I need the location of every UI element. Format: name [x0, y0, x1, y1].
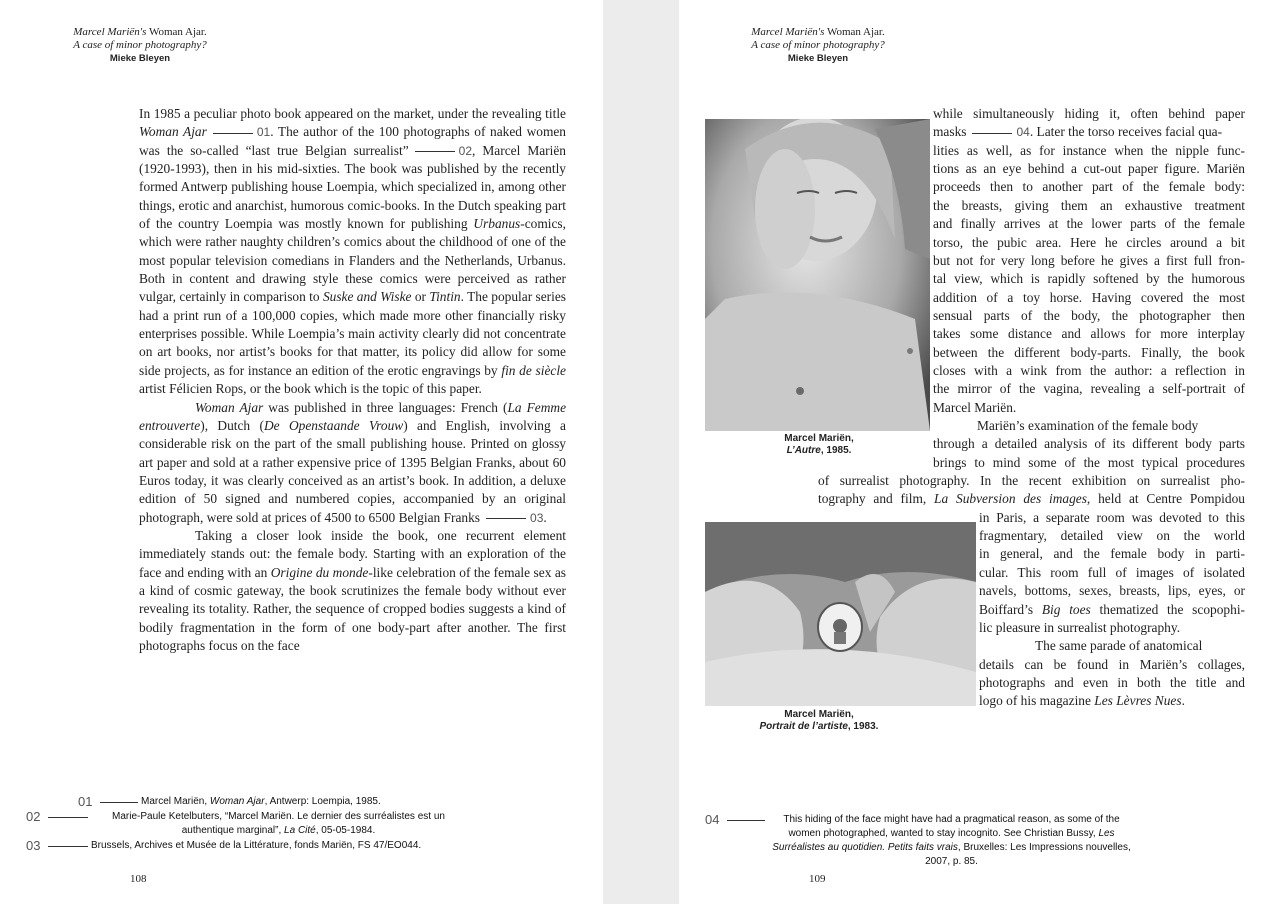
- head-author: Mieke Bleyen: [109, 53, 171, 64]
- head-title: Woman Ajar.: [146, 26, 207, 38]
- right-page: Marcel Mariën's Woman Ajar. A case of minor photography? Mieke Bleyen Marcel Mariën, L’Autre, 1985. Marcel Mariën, Portrait de l’artiste, 1983. while simultaneously hiding it, often behind paper masks 04. Later the torso receives facial qua- lities as well, as for instance when the nipple func- tions as an eye behind a cut-out paper figure. Mariën proceeds then to another part of the female body: the breasts, giving them an exhaustive treatment and finally arrives at the lower parts of the female torso, the pubic area. Here he circles around a bit but not for very long before he gives a first full fron- tal view, which is rapidly softened by the humorous addition of a toy horse. Having covered the most sensual parts of the body, the photographer then takes some distance and allows for more interplay between the different body-parts. Finally, the book closes with a wink from the author: a reflection in the mirror of the vagina, revealing a self-portrait of Marcel Mariën. Mariën’s examination of the female body through a detailed analysis of its different body parts brings to mind some of the most typical procedures of surrealist photography. In the recent exhibition on surrealist pho- tography and film, La Subversion des images, held at Centre Pompidou in Paris, a separate room was devoted to this fragmentary, detailed view on the world in general, and the female body in parti- cular. This room full of images of isolated navels, bottoms, sexes, breasts, lips, eyes, or Boiffard’s Big toes thematized the scopophi- lic pleasure in surrealist photography. The same parade of anatomical details can be found in Mariën’s collages, photographs and even in both the title and logo of his magazine Les Lèvres Nues. 04 This hiding of the face might have had a pragmatical reason, as some of the women photographed, wanted to stay incognito. See Christian Bussy, Les Surréalistes au quotidien. Petits faits vrais, Bruxelles: Les Impressions nouvelles, 2007, p. 85. 109: [679, 0, 1282, 904]
- head-subtitle: A case of minor photography?: [751, 39, 885, 51]
- portrait-photo-illustration: [705, 119, 930, 431]
- caption-lautre: Marcel Mariën, L’Autre, 1985.: [784, 433, 854, 456]
- photo-portrait-de-lartiste: [705, 522, 976, 706]
- paragraph-2: Woman Ajar was published in three languages: French (La Femme entrouverte), Dutch (De Openstaande Vrouw) and English, involving a considerable risk on the part of the small publishing house. Printed on glossy art paper and sold at a rather expensive price of 1395 Belgian Franks, about 60 Euros today, it was clearly conceived as an artist’s book. In addition, a deluxe edition of 50 signed and numbered copies, accompanied by an original photograph, were sold at prices of 4500 to 6500 Belgian Franks 03.: [139, 399, 567, 525]
- head-title-italic: Marcel Mariën's: [73, 26, 147, 38]
- caption-portrait-de-lartiste: Marcel Mariën, Portrait de l’artiste, 1983.: [759, 709, 879, 732]
- paragraph-3: Taking a closer look inside the book, one recurrent element immediately stands out: the female body. Starting with an exploration of the face and ending with an Origine du monde-like celebration of the female sex as a kind of cosmic gateway, the book scrutinizes the female body without ever revealing its totality. Rather, the sequence of cropped bodies suggests a kind of bodily fragmentation in the form of one body-part after another. The first photographs focus on the face: [139, 527, 566, 653]
- footnote-04: 04 This hiding of the face might have had a pragmatical reason, as some of the women photographed, wanted to stay incognito. See Christian Bussy, Les Surréalistes au quotidien. Petits faits vrais, Bruxelles: Les Impressions nouvelles, 2007, p. 85.: [705, 812, 1131, 867]
- head-title-italic: Marcel Mariën's: [751, 26, 825, 38]
- mirror-photo-illustration: [705, 522, 976, 706]
- footnote-ref-03[interactable]: 03: [480, 511, 543, 525]
- footnote-02: 02 Marie-Paule Ketelbuters, “Marcel Mariën. Le dernier des surréalistes est un authentique marginal”, La Cité, 05-05-1984.: [26, 809, 445, 836]
- footnote-03: 03 Brussels, Archives et Musée de la Littérature, fonds Mariën, FS 47/EO044.: [26, 838, 422, 853]
- footnote-01: 01 Marcel Mariën, Woman Ajar, Antwerp: Loempia, 1985.: [78, 794, 381, 809]
- left-footnotes: [26, 795, 466, 853]
- photo-lautre: [705, 119, 930, 431]
- running-head-right: [679, 26, 957, 65]
- page-gutter: [603, 0, 679, 904]
- head-title: Woman Ajar.: [824, 26, 885, 38]
- footnote-ref-04[interactable]: 04: [966, 125, 1029, 139]
- page-number-right: 109: [809, 873, 826, 885]
- head-author: Mieke Bleyen: [787, 53, 849, 64]
- running-head-left: [0, 26, 280, 65]
- left-page: [0, 0, 603, 904]
- footnote-ref-01[interactable]: 01: [207, 125, 270, 139]
- page-number-left: 108: [130, 873, 147, 885]
- footnote-ref-02[interactable]: 02: [409, 144, 472, 158]
- head-subtitle: A case of minor photography?: [73, 39, 207, 51]
- paragraph-1: In 1985 a peculiar photo book appeared on the market, under the revealing title Woman Ajar 01. The author of the 100 photographs of naked women was the so-called “last true Belgian surrealist” 02, Marcel Mariën (1920-1993), then in his mid-sixties. The book was published by the recently formed Antwerp publishing house Loempia, which specialized in, among other things, erotic and anarchist, humorous comic-books. In the Dutch speaking part of the country Loempia was mostly known for publishing Urbanus-comics, which were rather naughty children’s comics about the childhood of one of the most popular television comedians in Flanders and the Netherlands, Urbanus. Both in content and drawing style these comics were perceived as rather vulgar, certainly in comparison to Suske and Wiske or Tintin. The popular series had a print run of a 100,000 copies, which made more other financially risky enterprises possible. While Loempia’s main activity clearly did not concentrate on art books, nor artist’s books for that matter, its policy did allow for some side projects, as for instance an edition of the erotic engravings by fin de siècle artist Félicien Rops, or the book which is the topic of this paper.: [139, 106, 567, 397]
- left-body-text: [139, 105, 566, 655]
- right-footnotes: [705, 813, 1135, 869]
